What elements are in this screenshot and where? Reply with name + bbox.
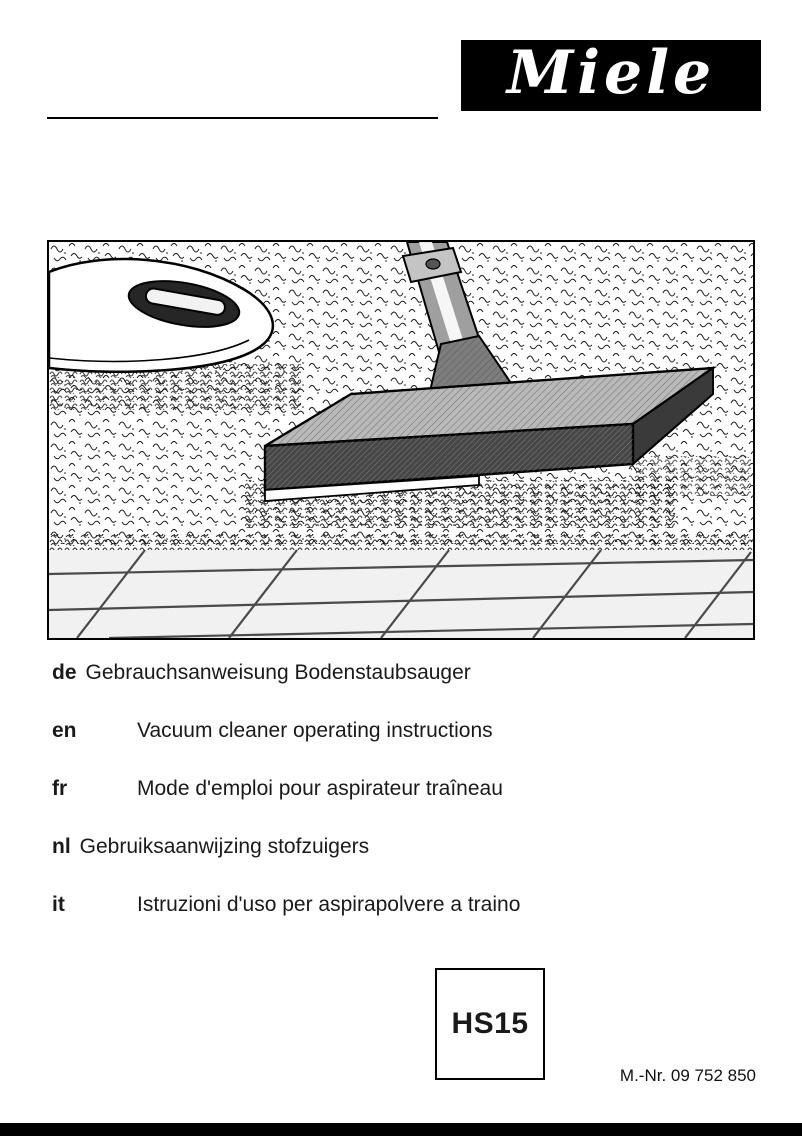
language-code-de: de [52, 661, 77, 684]
model-box [435, 968, 545, 1080]
language-title-en: Vacuum cleaner operating instructions [137, 719, 493, 742]
footer-bar [0, 1123, 802, 1136]
language-code-nl: nl [52, 835, 71, 858]
language-row-it [52, 892, 762, 918]
language-code-it: it [52, 893, 65, 916]
language-title-fr: Mode d'emploi pour aspirateur traîneau [137, 777, 503, 800]
language-row-fr [52, 776, 762, 802]
language-title-nl: Gebruiksaanwijzing stofzuigers [79, 835, 370, 858]
material-number: M.-Nr. 09 752 850 [619, 1066, 756, 1085]
language-code-en: en [52, 719, 77, 742]
language-title-de: Gebrauchsanweisung Bodenstaubsauger [85, 661, 471, 684]
model-number: HS15 [451, 1007, 529, 1040]
brand-wordmark: Miele [506, 37, 716, 108]
miele-logo [461, 37, 761, 111]
language-code-fr: fr [52, 777, 68, 800]
language-row-de [52, 660, 762, 686]
cover-illustration [47, 240, 755, 640]
language-title-it: Istruzioni d'uso per aspirapolvere a traino [137, 893, 521, 916]
language-row-nl [52, 834, 762, 860]
floor-tiles [49, 550, 753, 638]
header-rule [47, 117, 438, 119]
language-list [52, 660, 762, 950]
language-row-en [52, 718, 762, 744]
vacuum-illustration-svg [49, 242, 753, 638]
